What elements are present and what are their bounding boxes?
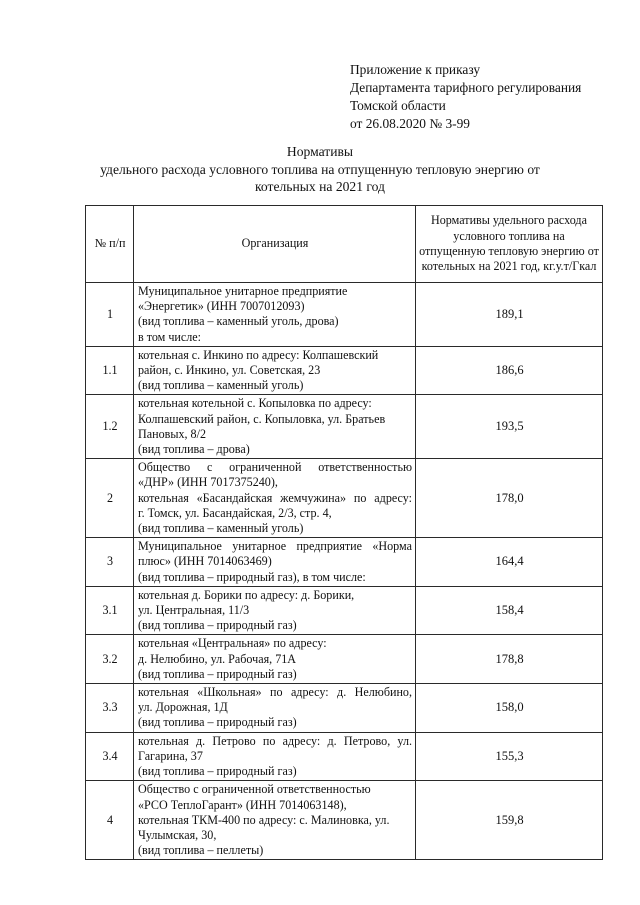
row-norm-value: 164,4 xyxy=(416,538,603,587)
row-norm-value: 158,4 xyxy=(416,586,603,635)
row-norm-value: 178,0 xyxy=(416,459,603,538)
norms-table xyxy=(85,205,603,860)
row-norm-value: 155,3 xyxy=(416,732,603,781)
row-number: 3.2 xyxy=(86,635,134,684)
organization-line: (вид топлива – природный газ) xyxy=(138,618,297,633)
table-row xyxy=(86,283,603,347)
table-row xyxy=(86,635,603,684)
organization-line: Гагарина, 37 xyxy=(138,748,203,763)
row-number: 3.3 xyxy=(86,684,134,733)
header-norm: Нормативы удельного расхода условного топлива на отпущенную тепловую энергию от котельных на 2021 год, кг.у.т/Гкал xyxy=(416,206,603,283)
table-row xyxy=(86,538,603,587)
table-row xyxy=(86,781,603,860)
organization-line: котельная «Басандайская жемчужина» по адресу: xyxy=(138,490,412,505)
row-organization xyxy=(134,586,416,635)
title-line: котельных на 2021 год xyxy=(255,179,385,194)
organization-line: д. Нелюбино, ул. Рабочая, 71А xyxy=(138,651,297,666)
organization-line: Чулымская, 30, xyxy=(138,827,217,842)
organization-line: Общество с ограниченной ответственностью xyxy=(138,782,371,797)
organization-line: Колпашевский район, с. Копыловка, ул. Братьев xyxy=(138,411,386,426)
organization-line: (вид топлива – природный газ) xyxy=(138,764,297,779)
organization-line: плюс» (ИНН 7014063469) xyxy=(138,554,272,569)
header-num: № п/п xyxy=(86,206,134,283)
table-body xyxy=(86,283,603,860)
row-number: 3.4 xyxy=(86,732,134,781)
row-number: 3 xyxy=(86,538,134,587)
row-number: 1.1 xyxy=(86,346,134,395)
organization-line: котельная котельной с. Копыловка по адресу: xyxy=(138,396,372,411)
organization-line: «ДНР» (ИНН 7017375240), xyxy=(138,475,278,490)
row-norm-value: 158,0 xyxy=(416,684,603,733)
header-org: Организация xyxy=(134,206,416,283)
row-norm-value: 178,8 xyxy=(416,635,603,684)
table-header-row xyxy=(86,206,603,283)
row-organization xyxy=(134,346,416,395)
organization-line: район, с. Инкино, ул. Советская, 23 xyxy=(138,363,321,378)
row-organization xyxy=(134,395,416,459)
organization-line: котельная д. Борики по адресу: д. Борики, xyxy=(138,587,355,602)
table-row xyxy=(86,586,603,635)
organization-line: котельная «Центральная» по адресу: xyxy=(138,636,327,651)
organization-line: «Энергетик» (ИНН 7007012093) xyxy=(138,299,305,314)
row-organization xyxy=(134,459,416,538)
row-organization xyxy=(134,635,416,684)
row-norm-value: 189,1 xyxy=(416,283,603,347)
organization-line: котельная д. Петрово по адресу: д. Петрово, ул. xyxy=(138,733,412,748)
row-organization xyxy=(134,732,416,781)
organization-line: Муниципальное унитарное предприятие «Норма xyxy=(138,539,412,554)
organization-line: в том числе: xyxy=(138,329,202,344)
organization-line: ул. Центральная, 11/3 xyxy=(138,603,250,618)
row-organization xyxy=(134,283,416,347)
row-number: 3.1 xyxy=(86,586,134,635)
appendix-line: от 26.08.2020 № 3-99 xyxy=(350,116,470,131)
appendix-line: Томской области xyxy=(350,98,446,113)
row-number: 2 xyxy=(86,459,134,538)
organization-line: (вид топлива – дрова) xyxy=(138,442,250,457)
organization-line: ул. Дорожная, 1Д xyxy=(138,700,228,715)
table-row xyxy=(86,395,603,459)
organization-line: (вид топлива – пеллеты) xyxy=(138,843,264,858)
organization-line: котельная с. Инкино по адресу: Колпашевский xyxy=(138,347,379,362)
organization-line: (вид топлива – каменный уголь) xyxy=(138,521,304,536)
organization-line: (вид топлива – каменный уголь) xyxy=(138,378,304,393)
document-title xyxy=(0,143,640,196)
row-norm-value: 193,5 xyxy=(416,395,603,459)
row-norm-value: 159,8 xyxy=(416,781,603,860)
row-number: 1 xyxy=(86,283,134,347)
organization-line: Пановых, 8/2 xyxy=(138,426,207,441)
organization-line: (вид топлива – каменный уголь, дрова) xyxy=(138,314,339,329)
organization-line: Общество с ограниченной ответственностью xyxy=(138,460,412,475)
organization-line: Муниципальное унитарное предприятие xyxy=(138,284,348,298)
organization-line: «РСО ТеплоГарант» (ИНН 7014063148), xyxy=(138,797,347,812)
row-number: 4 xyxy=(86,781,134,860)
organization-line: (вид топлива – природный газ) xyxy=(138,666,297,681)
table-row xyxy=(86,732,603,781)
appendix-line: Департамента тарифного регулирования xyxy=(350,80,582,95)
organization-line: котельная ТКМ-400 по адресу: с. Малиновка, ул. xyxy=(138,812,390,827)
appendix-line: Приложение к приказу xyxy=(350,62,481,77)
organization-line: (вид топлива – природный газ), в том числе: xyxy=(138,569,366,584)
row-norm-value: 186,6 xyxy=(416,346,603,395)
title-line: удельного расхода условного топлива на отпущенную тепловую энергию от xyxy=(100,161,540,177)
table-row xyxy=(86,684,603,733)
row-organization xyxy=(134,538,416,587)
table-row xyxy=(86,346,603,395)
organization-line: (вид топлива – природный газ) xyxy=(138,715,297,730)
organization-line: г. Томск, ул. Басандайская, 2/3, стр. 4, xyxy=(138,505,332,520)
row-organization xyxy=(134,781,416,860)
row-organization xyxy=(134,684,416,733)
table-row xyxy=(86,459,603,538)
row-number: 1.2 xyxy=(86,395,134,459)
organization-line: котельная «Школьная» по адресу: д. Нелюбино, xyxy=(138,685,412,700)
appendix-block xyxy=(350,61,581,133)
title-line: Нормативы xyxy=(286,144,354,159)
